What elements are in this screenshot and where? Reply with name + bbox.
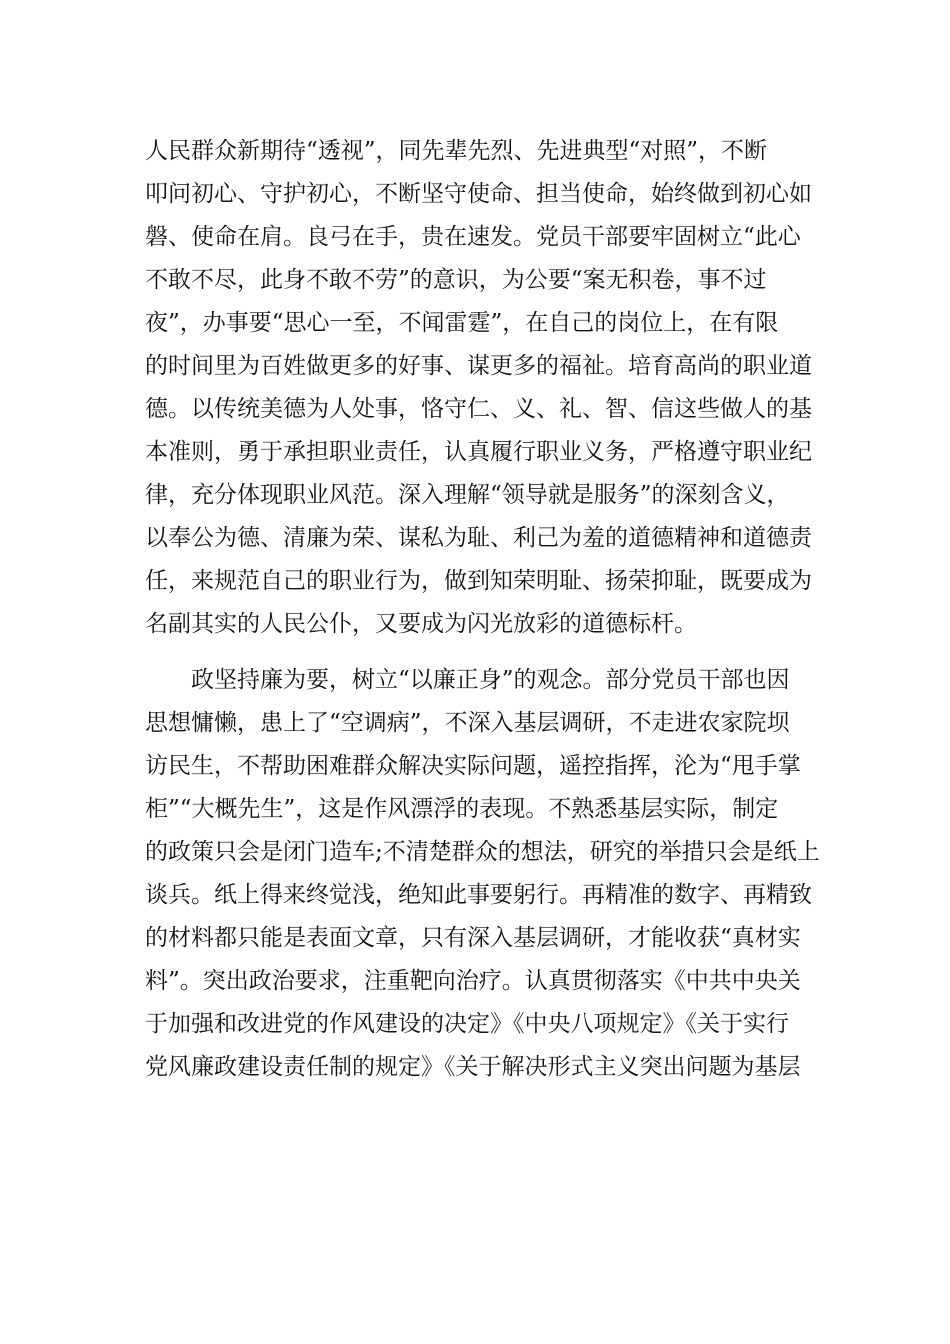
- text-line: 夜”，办事要“思心一至，不闻雷霆”，在自己的岗位上，在有限: [145, 310, 779, 336]
- text-line: 于加强和改进党的作风建设的决定》《中央八项规定》《关于实行: [145, 1011, 789, 1037]
- paragraph-2: [145, 659, 820, 1089]
- text-line: 本准则，勇于承担职业责任，认真履行职业义务，严格遵守职业纪: [145, 439, 812, 465]
- text-line: 任，来规范自己的职业行为，做到知荣明耻、扬荣抑耻，既要成为: [145, 568, 812, 594]
- text-line: 思想慵懒，患上了“空调病”，不深入基层调研，不走进农家院坝: [145, 710, 790, 736]
- text-line: 访民生，不帮助困难群众解决实际问题，遥控指挥，沦为“甩手掌: [145, 753, 801, 779]
- text-line: 叩问初心、守护初心，不断坚守使命、担当使命，始终做到初心如: [145, 181, 812, 207]
- text-line: 磐、使命在肩。良弓在手，贵在速发。党员干部要牢固树立“此心: [145, 224, 801, 250]
- text-line: 谈兵。纸上得来终觉浅，绝知此事要躬行。再精准的数字、再精致: [145, 882, 812, 908]
- body-text: [145, 130, 820, 1089]
- text-line: 的政策只会是闭门造车;不清楚群众的想法，研究的举措只会是纸上: [145, 839, 820, 865]
- text-line: 不敢不尽，此身不敢不劳”的意识，为公要“案无积卷，事不过: [145, 267, 767, 293]
- paragraph-gap: [145, 646, 815, 659]
- text-line: 政坚持廉为要，树立“以廉正身”的观念。部分党员干部也因: [191, 667, 790, 693]
- text-line: 党风廉政建设责任制的规定》《关于解决形式主义突出问题为基层: [145, 1054, 801, 1080]
- text-line: 料”。突出政治要求，注重靶向治疗。认真贯彻落实《中共中央关: [145, 968, 801, 994]
- text-line: 的材料都只能是表面文章，只有深入基层调研，才能收获“真材实: [145, 925, 801, 951]
- text-line: 以奉公为德、清廉为荣、谋私为耻、利己为羞的道德精神和道德责: [145, 525, 812, 551]
- text-line: 的时间里为百姓做更多的好事、谋更多的福祉。培育高尚的职业道: [145, 353, 812, 379]
- text-line: 德。以传统美德为人处事，恪守仁、义、礼、智、信这些做人的基: [145, 396, 812, 422]
- text-line: 名副其实的人民公仆，又要成为闪光放彩的道德标杆。: [145, 611, 697, 637]
- text-line: 柜”“大概先生”，这是作风漂浮的表现。不熟悉基层实际，制定: [145, 796, 779, 822]
- text-line: 人民群众新期待“透视”，同先辈先烈、先进典型“对照”，不断: [145, 138, 768, 164]
- paragraph-1: [145, 130, 815, 646]
- text-line: 律，充分体现职业风范。深入理解“领导就是服务”的深刻含义，: [145, 482, 790, 508]
